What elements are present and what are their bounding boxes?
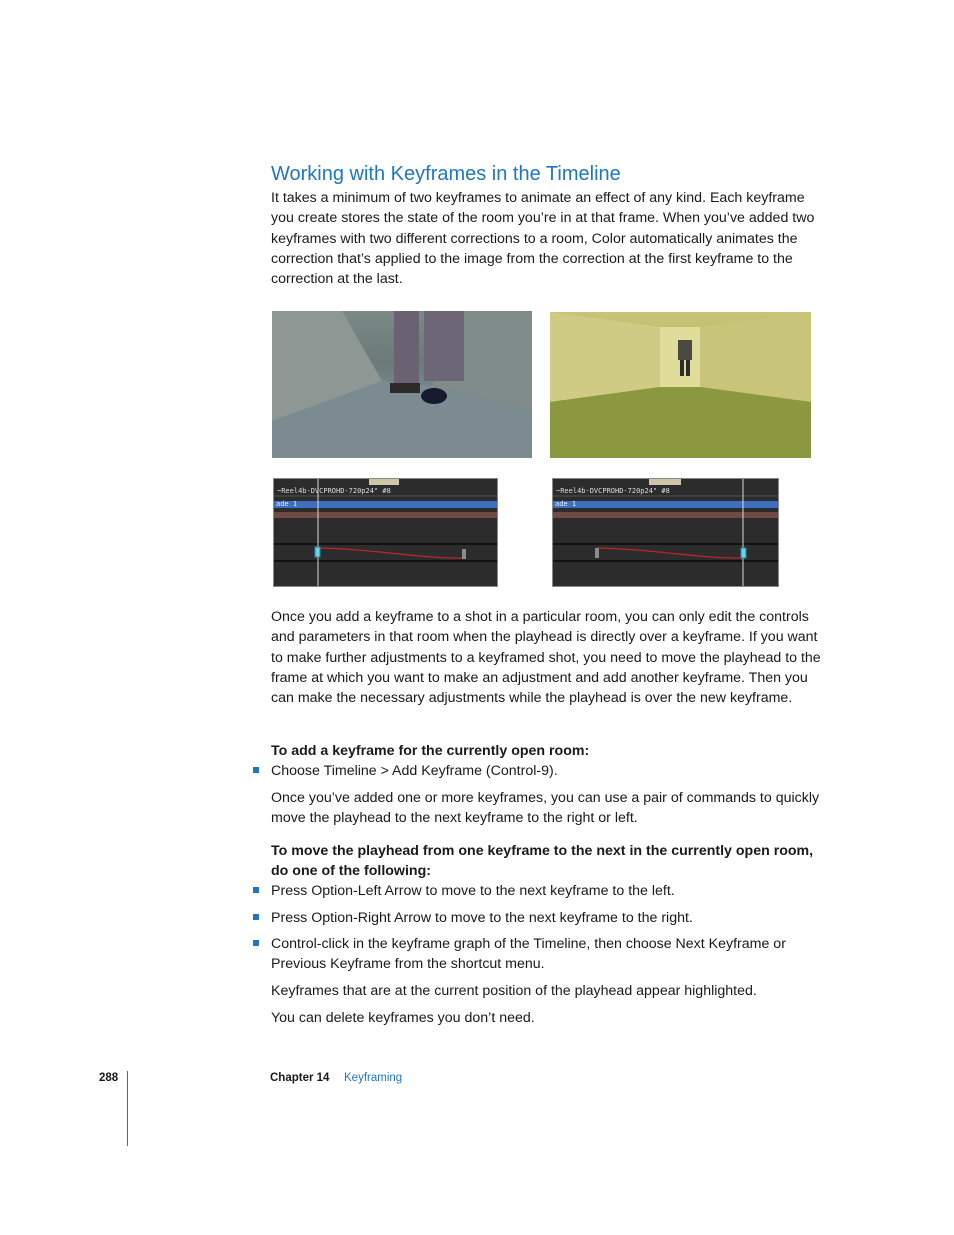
keyframe-graph: [553, 479, 778, 586]
keyframe-marker[interactable]: [595, 548, 599, 558]
task-heading-move-playhead: To move the playhead from one keyframe to the next in the currently open room, do one of the following:: [271, 843, 814, 880]
timeline-figure-first-keyframe: [273, 478, 498, 587]
timeline-shot-label: ~Reel4b-DVCPROHD-720p24" #8: [277, 487, 391, 495]
footer-divider: [127, 1071, 128, 1146]
editing-paragraph: Once you add a keyframe to a shot in a particular room, you can only edit the controls and parameters in that room when the playhead is directly over a keyframe. If you want to make further adjustments to a keyframed shot, you need to move the playhead to the frame at which you want to make an adjustment and add another keyframe. Then you can make the necessary adjustments while the playhead is over the new keyframe.: [271, 609, 821, 707]
keyframe-graph: [274, 479, 497, 586]
figure-photo-last-keyframe: [550, 312, 811, 458]
delete-paragraph: You can delete keyframes you don’t need.: [271, 1010, 535, 1026]
task-heading-add-keyframe: To add a keyframe for the currently open room:: [271, 743, 590, 759]
figure-photo-first-keyframe: [272, 311, 532, 458]
photo-last-keyframe-image: [550, 312, 811, 458]
footer-chapter: Chapter 14: [270, 1072, 330, 1084]
footer-chapter-title: Keyframing: [344, 1072, 403, 1084]
bullet-icon: [253, 767, 259, 773]
timeline-track-label: ade 1: [555, 500, 577, 508]
keyframe-marker[interactable]: [462, 549, 466, 559]
page-number: 288: [99, 1072, 119, 1084]
highlight-paragraph: Keyframes that are at the current position of the playhead appear highlighted.: [271, 983, 757, 999]
timeline-figure-last-keyframe: [552, 478, 779, 587]
section-heading: Working with Keyframes in the Timeline: [271, 163, 621, 185]
timeline-track-label: ade 1: [276, 500, 298, 508]
bullet-icon: [253, 940, 259, 946]
keyframe-marker-active[interactable]: [741, 548, 746, 558]
intro-paragraph: It takes a minimum of two keyframes to animate an effect of any kind. Each keyframe you create stores the state of the room you’re in at that frame. When you’ve added two keyframes with two different corrections to a room, Color automatically animates the correction that’s applied to the image from the correction at the first keyframe to the correction at the last.: [271, 190, 815, 288]
bullet-icon: [253, 887, 259, 893]
commands-paragraph: Once you’ve added one or more keyframes, you can use a pair of commands to quickly move the playhead to the next keyframe to the right or left.: [271, 790, 820, 827]
timeline-shot-label: ~Reel4b-DVCPROHD-720p24" #8: [556, 487, 670, 495]
photo-first-keyframe-image: [272, 311, 532, 458]
bullet-icon: [253, 914, 259, 920]
keyframe-marker-active[interactable]: [315, 547, 320, 557]
